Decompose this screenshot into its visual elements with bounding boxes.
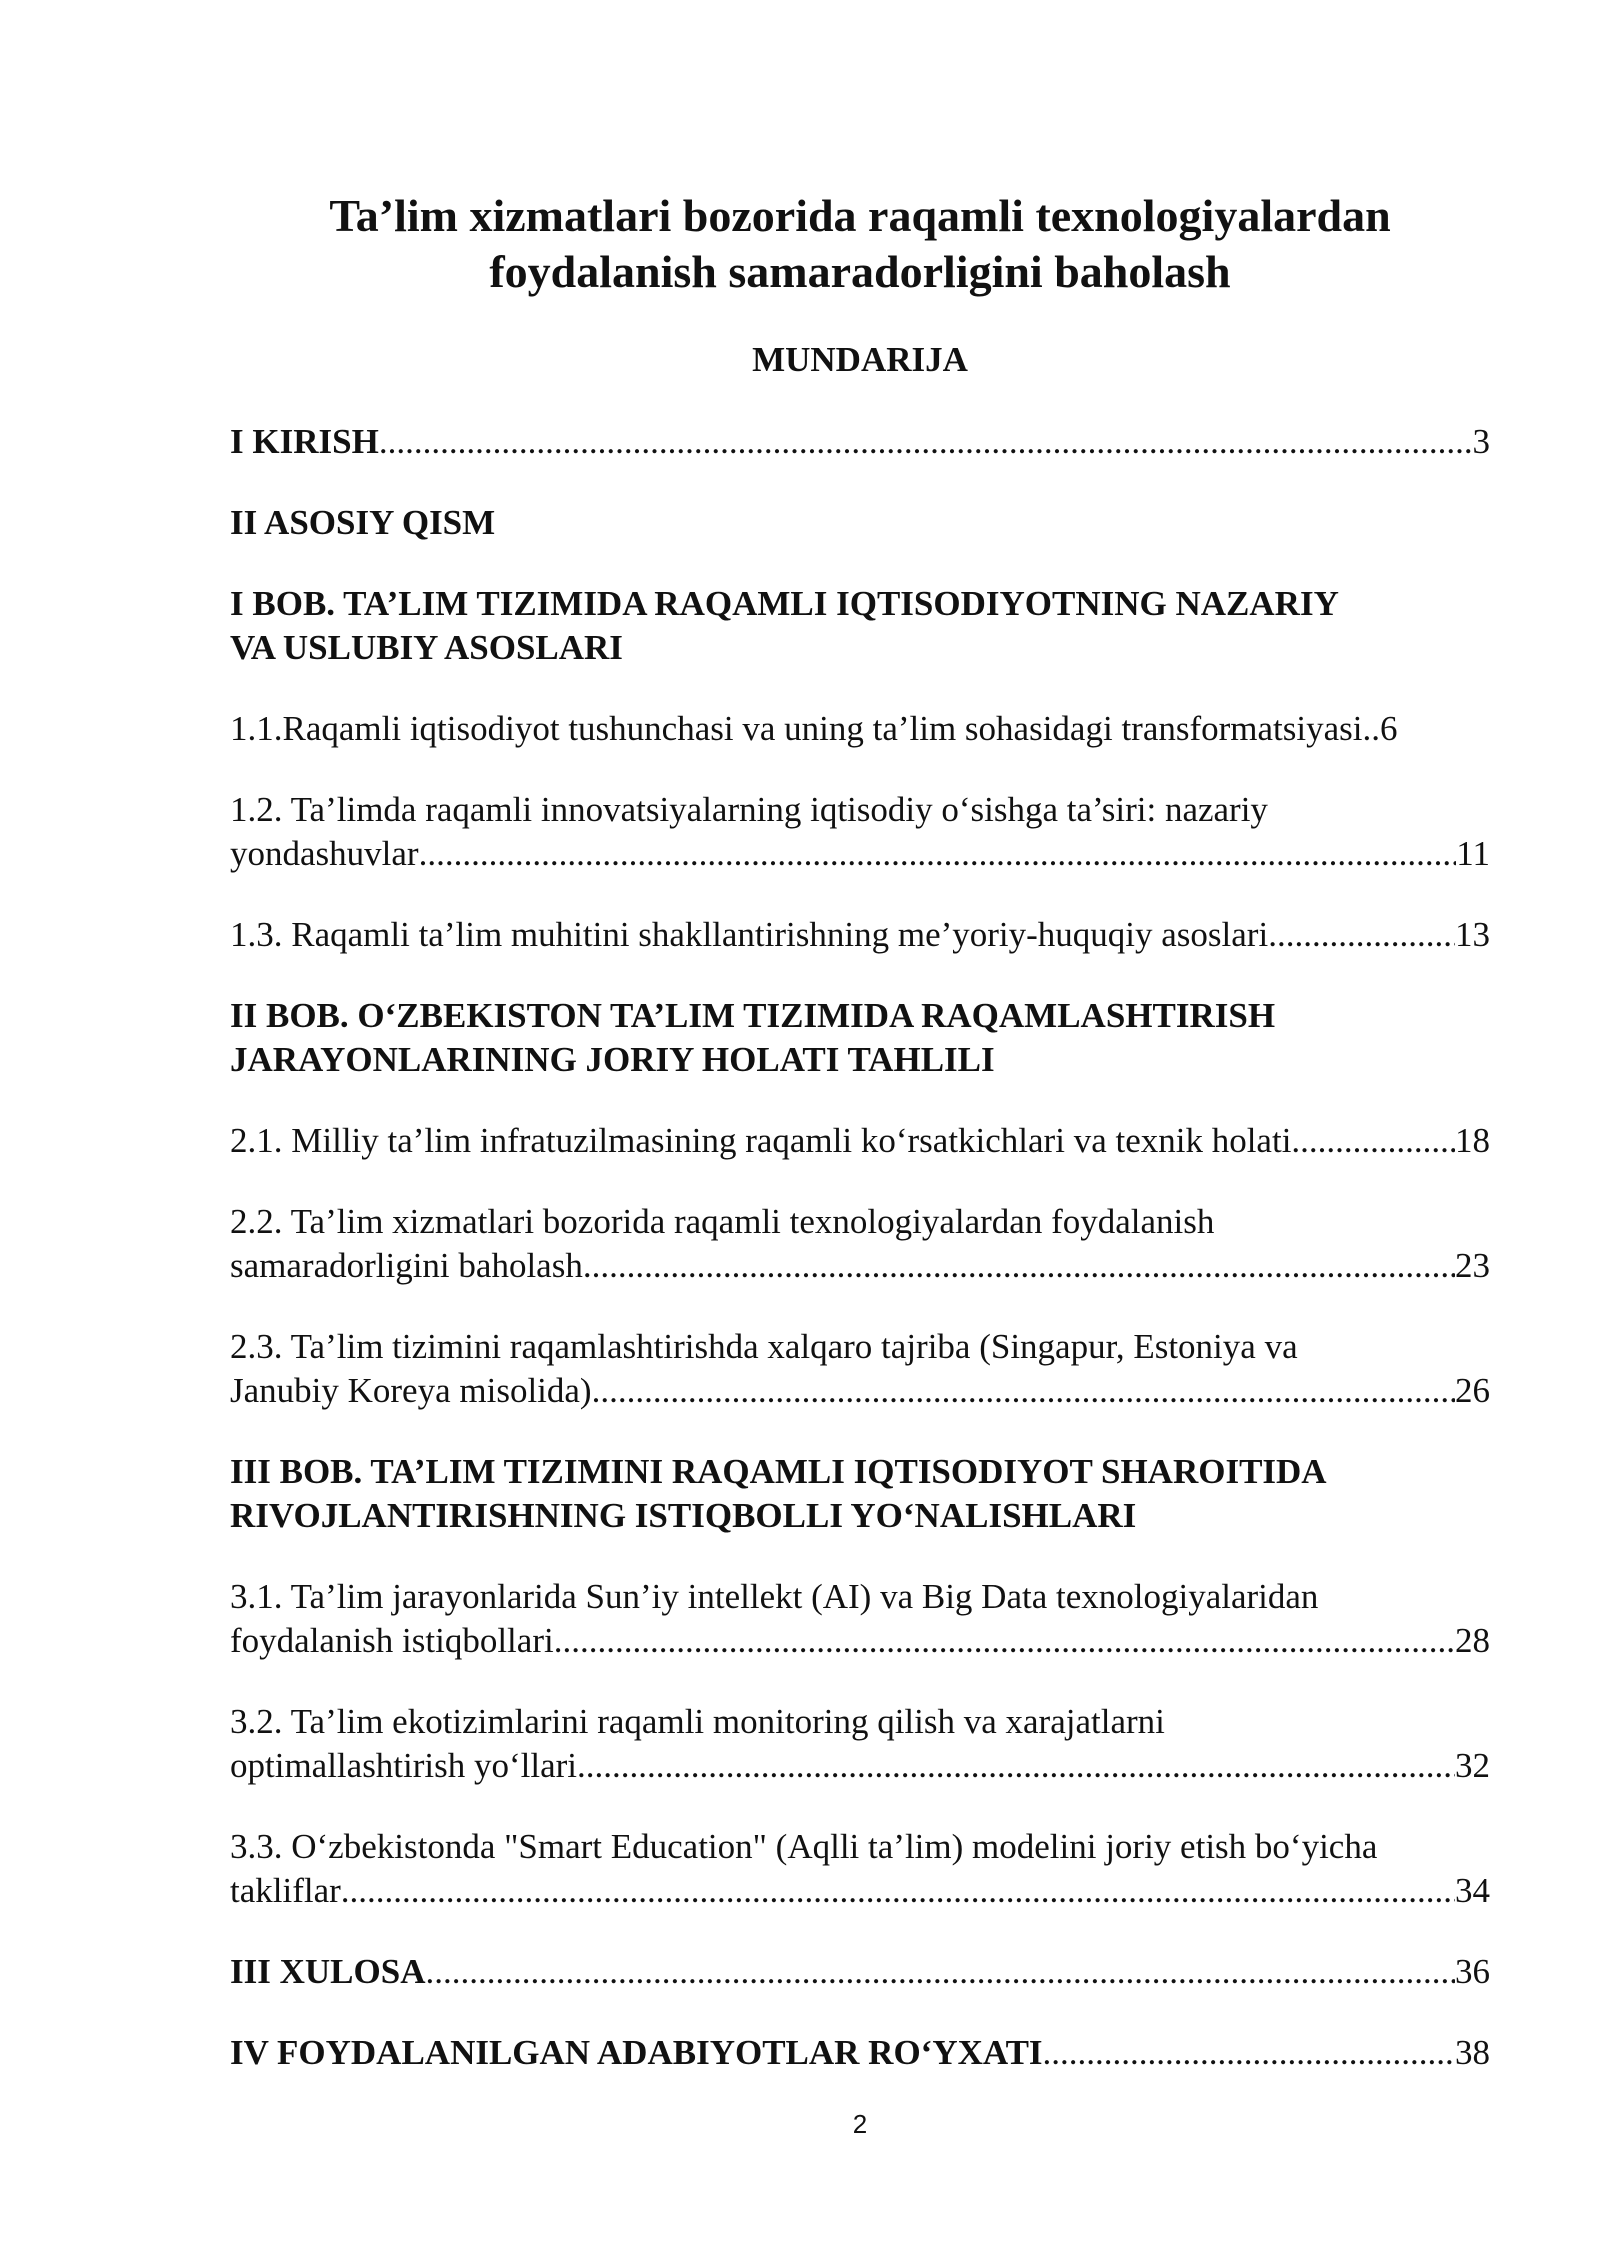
toc-entry-label-line-2: VA USLUBIY ASOSLARI — [230, 628, 623, 667]
toc-entry-label: II ASOSIY QISM — [230, 503, 496, 542]
toc-entry-label-line-1: 3.2. Ta’lim ekotizimlarini raqamli monitoring qilish va xarajatlarni — [230, 1702, 1165, 1741]
toc-page-number: 28 — [1455, 1621, 1490, 1660]
toc-entry-xulosa[interactable] — [230, 1950, 1490, 1994]
toc-entry-2-1[interactable] — [230, 1119, 1490, 1163]
toc-leader-dots — [1268, 913, 1455, 957]
toc-entry-3-3[interactable] — [230, 1825, 1490, 1913]
toc-entry-label-line-1: II BOB. O‘ZBEKISTON TA’LIM TIZIMIDA RAQAMLASHTIRISH — [230, 996, 1276, 1035]
toc-page-number: 26 — [1455, 1371, 1490, 1410]
toc-entry-label-line-2: foydalanish istiqbollari — [230, 1621, 554, 1660]
toc-page-number: 3 — [1472, 422, 1490, 461]
toc-entry-label-line-1: 3.1. Ta’lim jarayonlarida Sun’iy intellekt (AI) va Big Data texnologiyalaridan — [230, 1577, 1319, 1616]
toc-page-number: 18 — [1455, 1121, 1490, 1160]
toc-entry-bob-2[interactable] — [230, 994, 1490, 1082]
toc-entry-label-line-2: JARAYONLARINING JORIY HOLATI TAHLILI — [230, 1040, 995, 1079]
toc-page-number: 36 — [1455, 1952, 1490, 1991]
toc-entry-3-2[interactable] — [230, 1700, 1490, 1788]
toc-leader-dots — [425, 1950, 1455, 1994]
toc-entry-label-line-2: Janubiy Koreya misolida) — [230, 1371, 592, 1410]
toc-entry-label: III XULOSA — [230, 1952, 426, 1991]
toc-entry-asosiy-qism[interactable] — [230, 501, 1490, 545]
toc-entry-2-3[interactable] — [230, 1325, 1490, 1413]
toc-heading: MUNDARIJA — [752, 340, 968, 379]
toc-entry-label-line-2: RIVOJLANTIRISHNING ISTIQBOLLI YO‘NALISHLARI — [230, 1496, 1137, 1535]
toc-leader-dots — [419, 832, 1457, 876]
toc-entry-3-1[interactable] — [230, 1575, 1490, 1663]
toc-entry-adabiyotlar[interactable] — [230, 2031, 1490, 2075]
toc-leader-dots — [577, 1744, 1455, 1788]
toc-entry-label: IV FOYDALANILGAN ADABIYOTLAR RO‘YXATI — [230, 2033, 1043, 2072]
toc-entry-2-2[interactable] — [230, 1200, 1490, 1288]
toc-entry-1-3[interactable] — [230, 913, 1490, 957]
toc-entry-label: 1.1.Raqamli iqtisodiyot tushunchasi va uning ta’lim sohasidagi transformatsiyasi.. — [230, 709, 1380, 748]
toc-entry-label-line-2: takliflar — [230, 1871, 341, 1910]
toc-page-number: 34 — [1455, 1871, 1490, 1910]
toc-page-number: 6 — [1380, 709, 1398, 748]
toc-page-number: 23 — [1455, 1246, 1490, 1285]
toc-entry-1-1[interactable] — [230, 707, 1490, 751]
toc-entry-label: 1.3. Raqamli ta’lim muhitini shakllantirishning me’yoriy-huquqiy asoslari — [230, 915, 1269, 954]
toc-leader-dots — [1291, 1119, 1455, 1163]
document-title — [230, 188, 1490, 300]
toc-entry-label-line-2: yondashuvlar — [230, 834, 419, 873]
toc-page-number: 13 — [1455, 915, 1490, 954]
toc-entry-label-line-2: optimallashtirish yo‘llari — [230, 1746, 578, 1785]
toc-entry-label-line-1: I BOB. TA’LIM TIZIMIDA RAQAMLI IQTISODIYOTNING NAZARIY — [230, 584, 1339, 623]
toc-page-number: 11 — [1456, 834, 1490, 873]
toc-entry-label: I KIRISH — [230, 422, 379, 461]
toc-entry-label-line-2: samaradorligini baholash — [230, 1246, 583, 1285]
toc-entry-bob-3[interactable] — [230, 1450, 1490, 1538]
toc-entry-label-line-1: III BOB. TA’LIM TIZIMINI RAQAMLI IQTISODIYOT SHAROITIDA — [230, 1452, 1327, 1491]
toc-entry-kirish[interactable] — [230, 420, 1490, 464]
toc-entry-1-2[interactable] — [230, 788, 1490, 876]
toc-leader-dots — [1043, 2031, 1455, 2075]
toc-page-number: 38 — [1455, 2033, 1490, 2072]
toc-entry-label-line-1: 2.3. Ta’lim tizimini raqamlashtirishda xalqaro tajriba (Singapur, Estoniya va — [230, 1327, 1298, 1366]
toc-leader-dots — [554, 1619, 1455, 1663]
toc-entry-label-line-1: 2.2. Ta’lim xizmatlari bozorida raqamli texnologiyalardan foydalanish — [230, 1202, 1215, 1241]
toc-leader-dots — [341, 1869, 1455, 1913]
toc-leader-dots — [379, 420, 1473, 464]
page-number: 2 — [852, 2109, 868, 2139]
toc-entry-bob-1[interactable] — [230, 582, 1490, 670]
document-title-line-2: foydalanish samaradorligini baholash — [489, 246, 1231, 297]
toc-page-number: 32 — [1455, 1746, 1490, 1785]
toc-entry-label-line-1: 1.2. Ta’limda raqamli innovatsiyalarning iqtisodiy o‘sishga ta’siri: nazariy — [230, 790, 1268, 829]
toc-leader-dots — [583, 1244, 1455, 1288]
toc-leader-dots — [592, 1369, 1455, 1413]
toc-entry-label: 2.1. Milliy ta’lim infratuzilmasining raqamli ko‘rsatkichlari va texnik holati — [230, 1121, 1292, 1160]
toc-entry-label-line-1: 3.3. O‘zbekistonda "Smart Education" (Aqlli ta’lim) modelini joriy etish bo‘yicha — [230, 1827, 1378, 1866]
document-title-line-1: Ta’lim xizmatlari bozorida raqamli texnologiyalardan — [329, 190, 1391, 241]
